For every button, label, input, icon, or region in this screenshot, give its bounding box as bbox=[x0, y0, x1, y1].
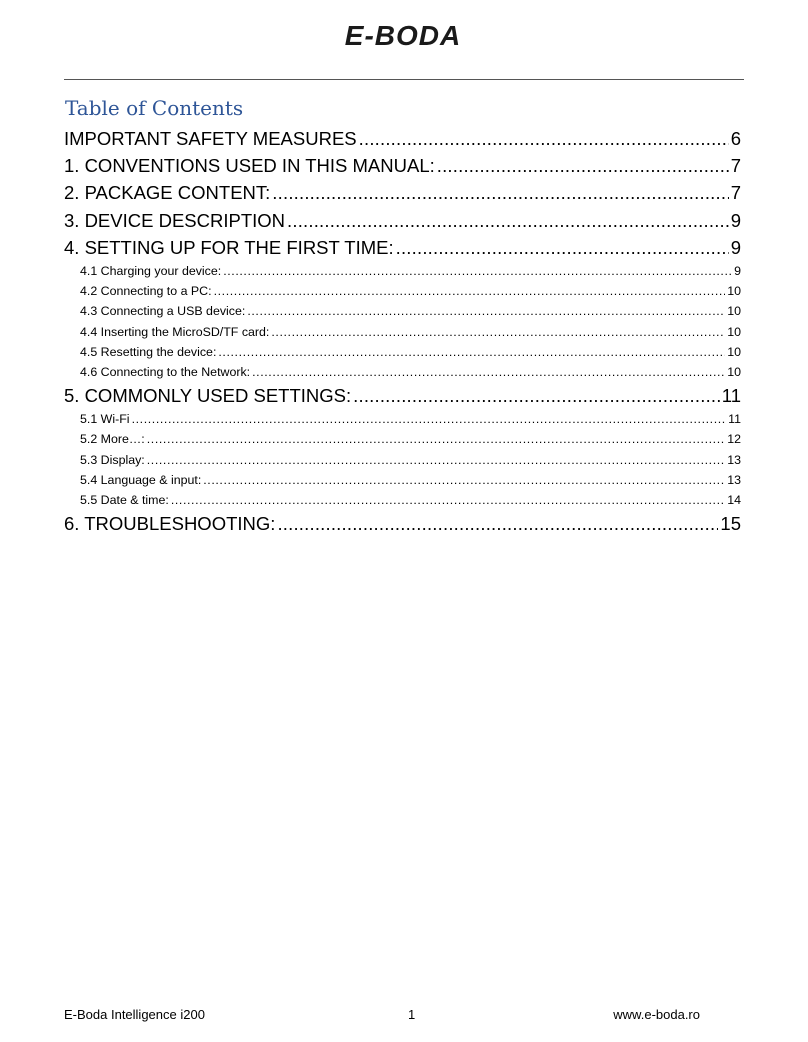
toc-dot-leader bbox=[287, 207, 729, 234]
toc-dot-leader bbox=[271, 322, 725, 342]
toc-dot-leader bbox=[247, 301, 725, 321]
toc-entry[interactable] bbox=[64, 125, 741, 152]
footer-website: www.e-boda.ro bbox=[613, 1007, 700, 1022]
toc-entry-label: 5.5 Date & time: bbox=[80, 493, 169, 507]
toc-dot-leader bbox=[171, 490, 725, 510]
toc-entry-label: 5.4 Language & input: bbox=[80, 472, 202, 487]
toc-entry-page: 10 bbox=[727, 324, 741, 339]
toc-subentry[interactable] bbox=[64, 429, 741, 449]
toc-dot-leader bbox=[147, 450, 725, 470]
toc-dot-leader bbox=[147, 429, 725, 449]
toc-subentry[interactable] bbox=[64, 362, 741, 382]
toc-entry-page: 10 bbox=[727, 304, 741, 319]
header-divider bbox=[64, 79, 744, 80]
toc-entry-page: 9 bbox=[734, 263, 741, 278]
toc-entry[interactable] bbox=[64, 152, 741, 179]
toc-dot-leader bbox=[203, 470, 725, 490]
toc-dot-leader bbox=[252, 362, 725, 382]
toc-subentry[interactable] bbox=[64, 261, 741, 281]
toc-dot-leader bbox=[353, 382, 720, 409]
toc-title: Table of Contents bbox=[65, 96, 244, 120]
toc-entry-page: 10 bbox=[727, 284, 741, 299]
toc-entry-page: 10 bbox=[727, 344, 741, 359]
toc-dot-leader bbox=[359, 125, 729, 152]
toc-entry[interactable] bbox=[64, 207, 741, 234]
toc-entry-page: 13 bbox=[727, 472, 741, 487]
toc-entry-label: 4. SETTING UP FOR THE FIRST TIME: bbox=[64, 236, 394, 258]
toc-entry[interactable] bbox=[64, 179, 741, 206]
toc-entry-page: 12 bbox=[727, 432, 741, 447]
toc-entry-page: 11 bbox=[728, 412, 741, 427]
toc-entry-page: 6 bbox=[730, 128, 741, 149]
toc-entry-page: 11 bbox=[721, 385, 741, 407]
toc-entry-label: 4.5 Resetting the device: bbox=[80, 344, 217, 359]
toc-entry-label: 4.1 Charging your device: bbox=[80, 263, 222, 278]
toc-entry[interactable] bbox=[64, 510, 741, 537]
toc-subentry[interactable] bbox=[64, 409, 741, 429]
footer-page-number: 1 bbox=[408, 1007, 416, 1022]
toc-entry-label: 5. COMMONLY USED SETTINGS: bbox=[64, 385, 352, 407]
toc-dot-leader bbox=[272, 179, 728, 206]
toc-entry[interactable] bbox=[64, 234, 741, 261]
toc-dot-leader bbox=[437, 152, 729, 179]
toc-subentry[interactable] bbox=[64, 301, 741, 321]
toc-entry-label: 5.2 More…: bbox=[80, 432, 145, 447]
toc-subentry[interactable] bbox=[64, 342, 741, 362]
toc-subentry[interactable] bbox=[64, 490, 741, 510]
toc-entry-page: 13 bbox=[727, 452, 741, 467]
toc-entry-label: IMPORTANT SAFETY MEASURES bbox=[64, 128, 357, 149]
toc-dot-leader bbox=[277, 510, 718, 537]
toc-entry-page: 15 bbox=[720, 513, 741, 535]
toc-entry-page: 9 bbox=[730, 209, 741, 231]
toc-dot-leader bbox=[223, 261, 732, 281]
toc-entry-label: 5.1 Wi-Fi bbox=[80, 412, 130, 427]
toc-entry-page: 10 bbox=[727, 364, 741, 379]
toc-entry-label: 4.3 Connecting a USB device: bbox=[80, 304, 246, 319]
page-footer bbox=[64, 1007, 700, 1027]
toc-entry-label: 4.6 Connecting to the Network: bbox=[80, 364, 251, 379]
toc-entry[interactable] bbox=[64, 382, 741, 409]
toc-entry-page: 7 bbox=[730, 182, 741, 204]
toc-entry-page: 9 bbox=[730, 236, 741, 258]
logo-wordmark: E-BODA bbox=[344, 20, 462, 51]
toc-entry-label: 1. CONVENTIONS USED IN THIS MANUAL: bbox=[64, 155, 435, 177]
toc-subentry[interactable] bbox=[64, 470, 741, 490]
toc-dot-leader bbox=[218, 342, 725, 362]
toc-entry-label: 4.4 Inserting the MicroSD/TF card: bbox=[80, 324, 270, 339]
toc-dot-leader bbox=[132, 409, 727, 429]
toc-subentry[interactable] bbox=[64, 450, 741, 470]
footer-product-name: E-Boda Intelligence i200 bbox=[64, 1007, 205, 1022]
toc-entry-label: 5.3 Display: bbox=[80, 452, 145, 467]
toc-dot-leader bbox=[214, 281, 726, 301]
page-header bbox=[0, 0, 808, 80]
toc-entry-page: 7 bbox=[730, 155, 741, 177]
toc-entry-label: 3. DEVICE DESCRIPTION bbox=[64, 209, 286, 231]
toc-subentry[interactable] bbox=[64, 322, 741, 342]
e-boda-logo bbox=[330, 18, 476, 52]
toc-entry-label: 6. TROUBLESHOOTING: bbox=[64, 513, 276, 535]
toc-entry-label: 4.2 Connecting to a PC: bbox=[80, 284, 212, 299]
table-of-contents bbox=[64, 125, 741, 537]
toc-entry-label: 2. PACKAGE CONTENT: bbox=[64, 182, 271, 204]
toc-subentry[interactable] bbox=[64, 281, 741, 301]
toc-entry-page: 14 bbox=[727, 493, 741, 507]
toc-dot-leader bbox=[396, 234, 729, 261]
